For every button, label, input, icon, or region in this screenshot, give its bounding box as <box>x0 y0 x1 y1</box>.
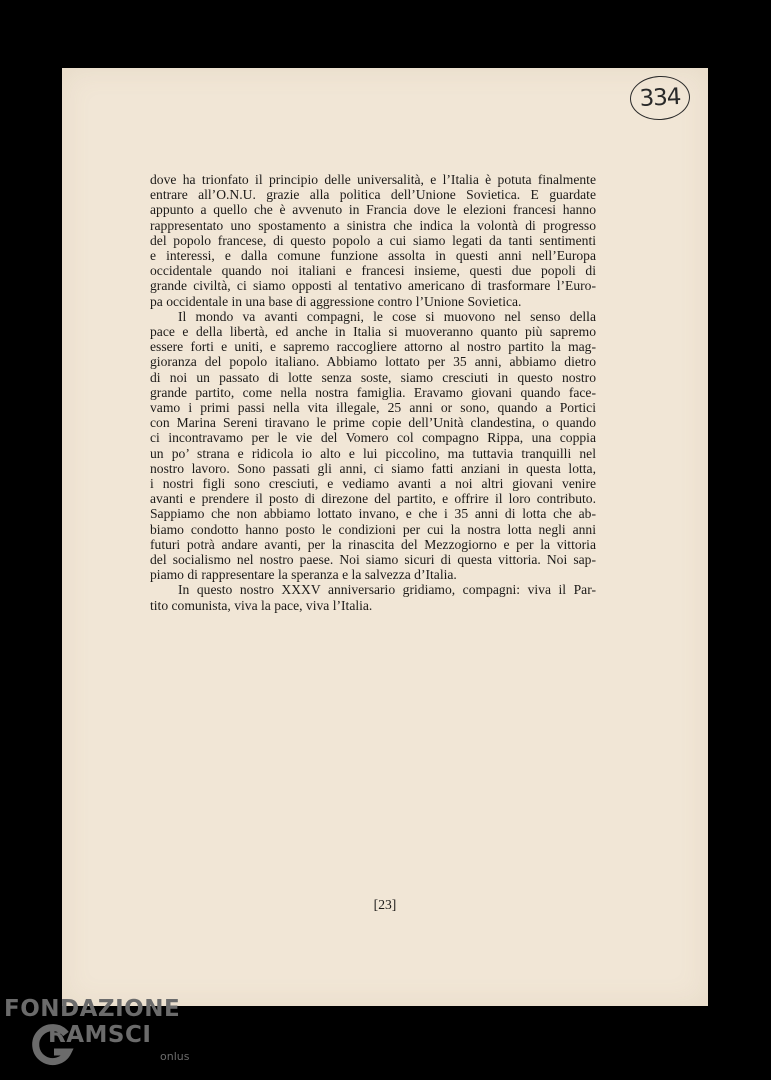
text-line: biamo condotto hanno posto le condizioni per cui la nostra lotta negli anni <box>150 521 596 537</box>
text-line: appunto a quello che è avvenuto in Francia dove le elezioni francesi hanno <box>150 202 596 218</box>
text-line: grande partito, come nella nostra famiglia. Eravamo giovani quando face- <box>150 384 596 400</box>
text-line: vamo i primi passi nella vita illegale, 25 anni or sono, quando a Portici <box>150 400 596 416</box>
fondazione-gramsci-watermark <box>4 994 204 1076</box>
text-line: Sappiamo che non abbiamo lottato invano, e che i 35 anni di lotta che ab- <box>150 506 596 522</box>
body-text <box>150 172 596 613</box>
text-line: essere forti e uniti, e sapremo raccogliere attorno al nostro partito la mag- <box>150 339 596 355</box>
text-line: pa occidentale in una base di aggressione contro l’Unione Sovietica. <box>150 293 522 309</box>
text-line: del popolo francese, di questo popolo a cui siamo legati da tanti sentimenti <box>150 232 596 248</box>
watermark-line1: FONDAZIONE <box>4 996 181 1022</box>
text-line: avanti e prendere il posto di direzone del partito, e offrire il loro contributo. <box>150 491 596 507</box>
text-line: del socialismo nel nostro paese. Noi siamo sicuri di questa vittoria. Noi sap- <box>150 552 596 568</box>
archive-number-stamp: 334 <box>629 74 691 121</box>
text-line: piamo di rappresentare la speranza e la salvezza d’Italia. <box>150 567 457 583</box>
text-line: In questo nostro XXXV anniversario gridiamo, compagni: viva il Par- <box>178 582 596 598</box>
text-line: i nostri figli sono cresciuti, e vediamo avanti a noi altri giovani venire <box>150 476 596 492</box>
text-line: ci incontravamo per le vie del Vomero col compagno Rippa, una coppia <box>150 430 596 446</box>
text-line: un po’ strana e ridicola io alto e lui piccolino, ma tuttavia tranquilli nel <box>150 445 596 461</box>
watermark-suffix: onlus <box>160 1050 190 1063</box>
text-line: entrare all’O.N.U. grazie alla politica dell’Unione Sovietica. E guardate <box>150 187 596 203</box>
text-line: occidentale quando noi italiani e francesi insieme, questi due popoli di <box>150 263 596 279</box>
document-page <box>62 68 708 1006</box>
watermark-line2: RAMSCI <box>48 1022 152 1048</box>
text-line: rappresentato uno spostamento a sinistra che indica la volontà di progresso <box>150 217 596 233</box>
text-line: di noi un passato di lotte senza soste, siamo cresciuti in questo nostro <box>150 369 596 385</box>
text-line: dove ha trionfato il principio delle universalità, e l’Italia è potuta finalmente <box>150 172 596 187</box>
text-line: grande civiltà, ci siamo opposti al tentativo americano di trasformare l’Euro- <box>150 278 596 294</box>
text-line: gioranza del popolo italiano. Abbiamo lottato per 35 anni, abbiamo dietro <box>150 354 596 370</box>
text-line: Il mondo va avanti compagni, le cose si muovono nel senso della <box>178 308 596 324</box>
text-line: tito comunista, viva la pace, viva l’Italia. <box>150 597 373 613</box>
text-line: nostro lavoro. Sono passati gli anni, ci siamo fatti anziani in questa lotta, <box>150 460 596 476</box>
page-number: [23] <box>373 897 397 912</box>
text-line: pace e della libertà, ed anche in Italia si muoveranno quanto più sapremo <box>150 324 596 340</box>
text-line: e interessi, e dalla comune funzione assolta in questi anni nell’Europa <box>150 248 596 264</box>
text-line: con Marina Sereni tiravano le prime copie dell’Unità clandestina, o quando <box>150 415 596 431</box>
text-line: futuri potrà andare avanti, per la rinascita del Mezzogiorno e per la vittoria <box>150 536 596 552</box>
